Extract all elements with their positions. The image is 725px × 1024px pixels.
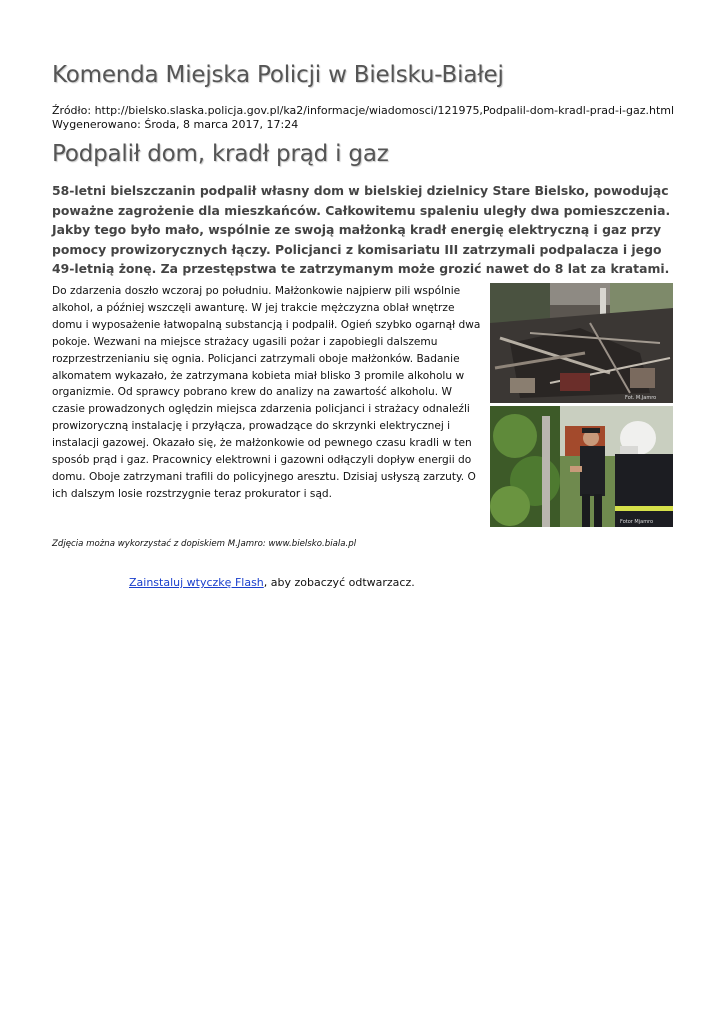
site-title: Komenda Miejska Policji w Bielsku-Białej — [52, 62, 504, 88]
flash-notice — [129, 576, 415, 589]
article-lead: 58-letni bielszczanin podpalił własny dom w bielskiej dzielnicy Stare Bielsko, powodując poważne zagrożenie dla mieszkańców. Całkowitemu spaleniu uległy dwa pomieszczenia. Jakby tego było mało, wspólnie ze swoją małżonką kradł energię elektryczną i gaz przy pomocy prowizorycznych łączy. Policjanci z komisariatu III zatrzymali podpalacza i jego 49-letnią żonę. Za przestępstwa te zatrzymanym może grozić nawet do 8 lat za kratami. — [52, 183, 671, 277]
photo-credit-2: Fotor Mjamro — [620, 519, 654, 525]
article-body: Do zdarzenia doszło wczoraj po południu. Małżonkowie najpierw pili wspólnie alkohol, a później wszczęli awanturę. W jej trakcie mężczyzna oblał wnętrze domu i wyposażenie łatwopalną substancją i podpalił. Ogień szybko ogarnął dwa pokoje. Wezwani na miejsce strażacy ugasili pożar i zapobiegli dalszemu rozprzestrzenianiu się ognia. Policjanci zatrzymali oboje małżonków. Badanie alkomatem wykazało, że zatrzymana kobieta miał blisko 3 promile alkoholu w organizmie. Od sprawcy pobrano krew do analizy na zawartość alkoholu. W czasie prowadzonych oględzin miejsca zdarzenia policjanci i strażacy odnaleźli prowizoryczną instalację i przyłącza, prowadzące do skrzynki elektrycznej i instalacji gazowej. Okazało się, że małżonkowie od pewnego czasu kradli w ten sposób prąd i gaz. Pracownicy elektrowni i gazowni odłączyli dopływ energii do domu. Oboje zatrzymani trafili do policyjnego aresztu. Dzisiaj usłyszą zarzuty. O ich dalszym losie rozstrzygnie teraz prokurator i sąd. — [52, 285, 481, 500]
generated-date: Wygenerowano: Środa, 8 marca 2017, 17:24 — [52, 118, 299, 131]
meta-info — [52, 104, 674, 132]
photo-officer-firefighter — [490, 406, 673, 527]
photo-credit: Fot. M.Jamro — [625, 395, 657, 401]
install-flash-link[interactable]: Zainstaluj wtyczkę Flash — [129, 576, 264, 589]
source-url: Źródło: http://bielsko.slaska.policja.gov.pl/ka2/informacje/wiadomosci/121975,Podpalil-dom-kradl-prad-i-gaz.html — [52, 104, 675, 117]
flash-notice-text: , aby zobaczyć odtwarzacz. — [263, 576, 415, 589]
article-title: Podpalił dom, kradł prąd i gaz — [52, 141, 389, 167]
photo-burned-debris — [490, 283, 673, 403]
photo-caption: Zdjęcia można wykorzystać z dopiskiem M.Jamro: www.bielsko.biala.pl — [52, 539, 357, 549]
